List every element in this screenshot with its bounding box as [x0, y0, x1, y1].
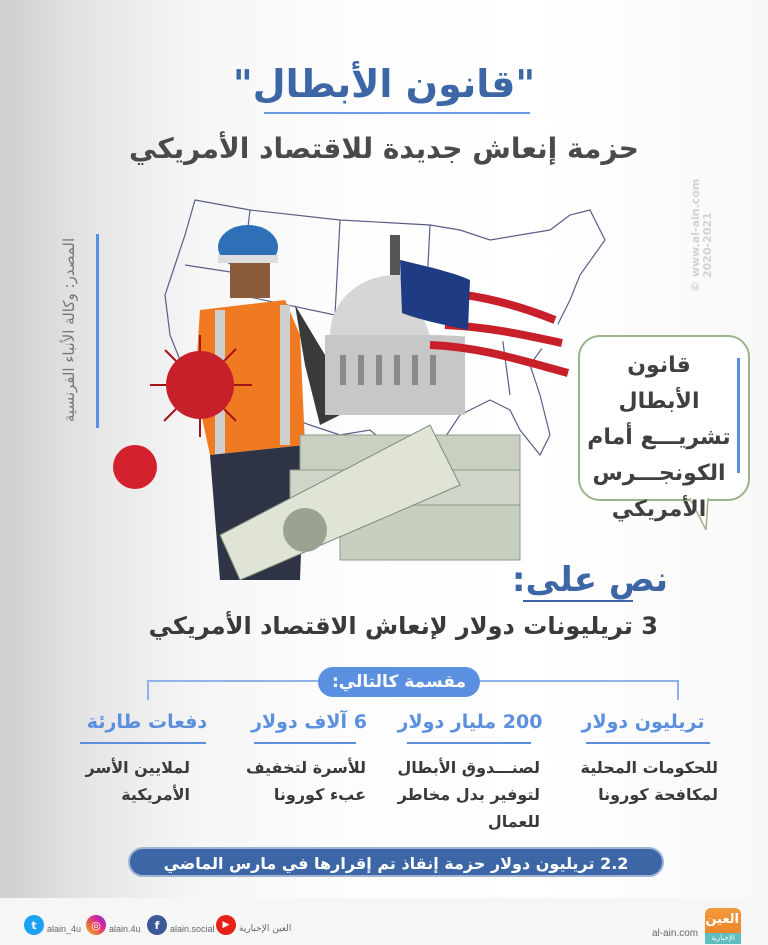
source-credit: المصدر: وكالة الأنباء الفرنسية [60, 237, 78, 423]
logo-subtext: الإخبارية [705, 933, 741, 944]
page-subtitle: حزمة إنعاش جديدة للاقتصاد الأمريكي [129, 132, 639, 165]
rescue-package-note: 2.2 تريليون دولار حزمة إنقاذ تم إقرارها في مارس الماضي [128, 847, 664, 877]
breakdown-divider [407, 742, 531, 744]
social-youtube[interactable] [216, 915, 291, 935]
social-label: alain_4u [47, 924, 82, 934]
source-accent-bar [96, 234, 99, 428]
breakdown-desc [234, 754, 384, 808]
breakdown-amount: 200 مليار دولار [397, 711, 543, 733]
page-title: "قانون الأبطال" [232, 62, 536, 106]
al-ain-logo [705, 908, 741, 944]
bubble-line: الكونجـــرس [592, 461, 726, 486]
social-facebook[interactable] [147, 915, 215, 935]
social-label: alain.4u [109, 924, 141, 934]
breakdown-desc [72, 754, 222, 808]
desc-line: لتوفير بدل مخاطر [397, 785, 540, 804]
breakdown-amount: دفعات طارئة [86, 711, 208, 733]
social-label: alain.social [170, 924, 215, 934]
desc-line: عبء كورونا [273, 785, 366, 804]
youtube-icon: ▶ [216, 915, 236, 935]
bubble-line: تشريـــع أمام [587, 425, 731, 450]
breakdown-item [395, 706, 545, 835]
desc-line: لصنـــدوق الأبطال [397, 758, 540, 777]
desc-line: لملايين الأسر [85, 758, 190, 777]
bubble-accent-bar [737, 358, 740, 473]
desc-line: للحكومات المحلية [580, 758, 718, 777]
instagram-icon: ◎ [86, 915, 106, 935]
bubble-text [586, 348, 732, 528]
site-url[interactable]: al-ain.com [652, 928, 699, 939]
provision-main-text: 3 تريليونات دولار لإنعاش الاقتصاد الأمريكي [148, 612, 658, 640]
copyright-symbol: © [689, 281, 702, 292]
breakdown-divider [80, 742, 206, 744]
provision-heading: نص على: [511, 560, 668, 600]
social-label: العين الإخبارية [239, 924, 292, 934]
desc-line: للأسرة لتخفيف [245, 758, 366, 777]
provision-heading-underline [523, 600, 633, 602]
social-instagram[interactable] [86, 915, 141, 935]
illustration-svg [100, 185, 640, 580]
social-twitter[interactable] [24, 915, 81, 935]
copyright-site: www.al-ain.com [689, 178, 702, 278]
breakdown-label: مقسمة كالتالي: [318, 667, 480, 697]
logo-text: العين [705, 912, 739, 927]
desc-line: للعمال [487, 812, 540, 831]
breakdown-desc [568, 754, 718, 808]
desc-line: الأمريكية [121, 785, 190, 804]
breakdown-amount: 6 آلاف دولار [251, 711, 367, 733]
copyright-watermark [690, 152, 720, 292]
twitter-icon: t [24, 915, 44, 935]
hero-illustration [100, 185, 640, 580]
copyright-years: 2020-2021 [701, 212, 714, 278]
breakdown-divider [254, 742, 356, 744]
breakdown-amount: تريليون دولار [581, 711, 705, 733]
desc-line: لمكافحة كورونا [598, 785, 718, 804]
breakdown-desc [395, 754, 545, 835]
breakdown-item [234, 706, 384, 808]
bubble-line: الأمريكي [611, 497, 707, 522]
facebook-icon: f [147, 915, 167, 935]
title-underline [264, 112, 530, 114]
bubble-line: قانون الأبطال [618, 353, 700, 414]
breakdown-item [568, 706, 718, 808]
breakdown-item [72, 706, 222, 808]
breakdown-divider [586, 742, 710, 744]
